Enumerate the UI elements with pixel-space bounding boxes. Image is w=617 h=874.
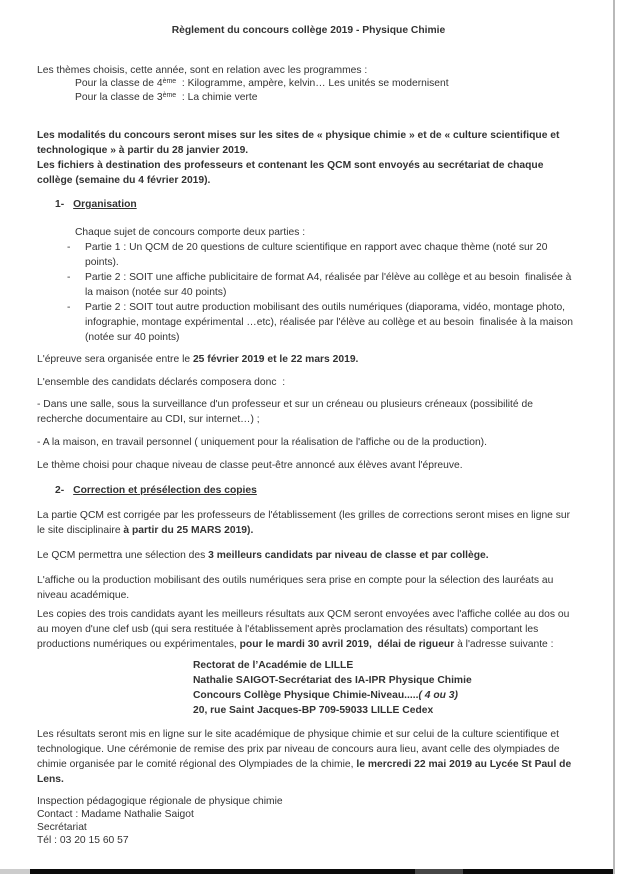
text-run: Le QCM permettra une sélection des	[37, 550, 209, 561]
modalites-para	[37, 128, 580, 158]
salle-para	[37, 397, 580, 427]
text-run: 1-	[55, 199, 65, 210]
address-line-rue	[193, 703, 580, 718]
text-run: ( 4 ou 3)	[418, 690, 458, 701]
text-run: -	[67, 302, 71, 313]
text-run: ème	[162, 92, 177, 99]
text-run: Les fichiers à destination des professeurs et contenant les QCM sont envoyés au secrétariat de chaque collège (semaine du 4 février 2019).	[37, 160, 544, 186]
text-run: Les copies des trois candidats ayant les meilleurs résultats aux QCM seront envoyées avec l'affiche collée au dos ou au moyen d'une clef usb (qui sera restituée à l'établissement après proclamation des résultats) comportant les productions numériques ou expérimentales,	[37, 609, 570, 650]
text-run: La partie QCM est corrigée par les professeurs de l'établissement (les grilles de corrections seront mises en ligne sur le site disciplinaire	[37, 510, 571, 536]
ensemble-candidats-para	[37, 375, 580, 390]
bullet-partie-2-numerique	[37, 300, 580, 345]
doc-title	[37, 24, 580, 37]
document-content	[37, 0, 580, 847]
section-2-heading	[37, 483, 580, 498]
text-run: -	[67, 272, 71, 283]
theme-annonce-para	[37, 458, 580, 473]
text-run: Correction et présélection des copies	[73, 485, 257, 496]
text-run: Les modalités du concours seront mises sur les sites de « physique chimie » et de « culture scientifique et technologique » à partir du 28 janvier 2019.	[37, 130, 560, 156]
text-run: Partie 1 : Un QCM de 20 questions de culture scientifique en rapport avec chaque thème (noté sur 20 points).	[85, 242, 548, 268]
text-run: -	[67, 242, 71, 253]
text-run: : Kilogramme, ampère, kelvin… Les unités se modernisent	[176, 78, 449, 89]
chaque-sujet-para	[37, 225, 580, 240]
text-run: 3 meilleurs candidats par niveau de classe et par collège.	[208, 550, 489, 561]
text-run: L'épreuve sera organisée entre le	[37, 354, 193, 365]
address-line-concours	[193, 688, 580, 703]
text-run: Nathalie SAIGOT-Secrétariat des IA-IPR Physique Chimie	[193, 675, 472, 686]
text-run: - A la maison, en travail personnel ( uniquement pour la réalisation de l'affiche ou de la production).	[37, 437, 487, 448]
text-run: ème	[162, 78, 177, 85]
text-run: Partie 2 : SOIT une affiche publicitaire de format A4, réalisée par l'élève au collège et au besoin finalisée à la maison (notée sur 40 points)	[85, 272, 572, 298]
page-right-edge-line	[613, 0, 615, 874]
epreuve-dates-para	[37, 352, 580, 367]
address-line-secretariat	[193, 673, 580, 688]
text-run: Les résultats seront mis en ligne sur le site académique de physique chimie et sur celui de la culture scientifique et technologique. Une cérémonie de remise des prix par niveau de concours aura lieu, avant celle des olympiades de chimie organisée par le comité régional des Olympiades de la chimie,	[37, 729, 560, 770]
text-run: Pour la classe de 4	[75, 78, 163, 89]
address-line-rectorat	[193, 658, 580, 673]
text-run: Le thème choisi pour chaque niveau de classe peut-être annoncé aux élèves avant l'épreuve.	[37, 460, 463, 471]
section-1-heading	[37, 197, 580, 212]
theme-classe-3eme-line	[37, 91, 580, 105]
affiche-selection-para	[37, 573, 580, 603]
bottom-bar	[30, 869, 613, 874]
contact-line-inspection	[37, 795, 580, 808]
text-run: Partie 2 : SOIT tout autre production mobilisant des outils numériques (diaporama, vidéo, montage photo, infographie, montage expérimental …etc), réalisée par l'élève au collège et au besoin finalisée à la maison (notée sur 40 points)	[85, 302, 573, 343]
contact-line-contact	[37, 808, 580, 821]
text-run: Tél : 03 20 15 60 57	[37, 835, 129, 846]
text-run: le mercredi 22 mai 2019 au Lycée St Paul de Lens.	[37, 759, 572, 785]
text-run: pour le mardi 30 avril 2019, délai de rigueur	[239, 639, 455, 650]
qcm-selection-para	[37, 548, 580, 563]
bullet-partie-1	[37, 240, 580, 270]
maison-para	[37, 435, 580, 450]
text-run: à l'adresse suivante :	[454, 639, 554, 650]
text-run: Organisation	[73, 199, 137, 210]
fichiers-para	[37, 158, 580, 188]
text-run: - Dans une salle, sous la surveillance d'un professeur et sur un créneau ou plusieurs créneaux (possibilité de recherche documentaire au CDI, sur internet…) ;	[37, 399, 533, 425]
text-run: L'affiche ou la production mobilisant des outils numériques sera prise en compte pour la sélection des lauréats au niveau académique.	[37, 575, 554, 601]
contact-line-secretariat	[37, 821, 580, 834]
text-run: Secrétariat	[37, 822, 87, 833]
text-run: à partir du 25 MARS 2019).	[123, 525, 254, 536]
copies-envoi-para	[37, 607, 580, 652]
text-run: Contact : Madame Nathalie Saigot	[37, 809, 194, 820]
text-run: : La chimie verte	[176, 92, 258, 103]
text-run: Inspection pédagogique régionale de physique chimie	[37, 796, 283, 807]
contact-line-tel	[37, 834, 580, 847]
text-run: Règlement du concours collège 2019 - Physique Chimie	[171, 25, 446, 36]
theme-classe-4eme-line	[37, 77, 580, 91]
bottom-bar-gray-patch	[415, 869, 463, 874]
text-run: Les thèmes choisis, cette année, sont en relation avec les programmes :	[37, 65, 368, 76]
text-run: 20, rue Saint Jacques-BP 709-59033 LILLE Cedex	[193, 705, 434, 716]
text-run: Pour la classe de 3	[75, 92, 163, 103]
themes-intro-line	[37, 64, 580, 77]
text-run: Concours Collège Physique Chimie-Niveau.....	[193, 690, 419, 701]
text-run: Rectorat de l’Académie de LILLE	[193, 660, 354, 671]
text-run: 25 février 2019 et le 22 mars 2019.	[192, 354, 359, 365]
text-run: L'ensemble des candidats déclarés composera donc :	[37, 377, 286, 388]
text-run: 2-	[55, 485, 65, 496]
bullet-partie-2-affiche	[37, 270, 580, 300]
partie-qcm-correction-para	[37, 508, 580, 538]
bottom-bar-left-segment	[0, 869, 30, 874]
text-run: Chaque sujet de concours comporte deux parties :	[75, 227, 306, 238]
resultats-para	[37, 727, 580, 787]
